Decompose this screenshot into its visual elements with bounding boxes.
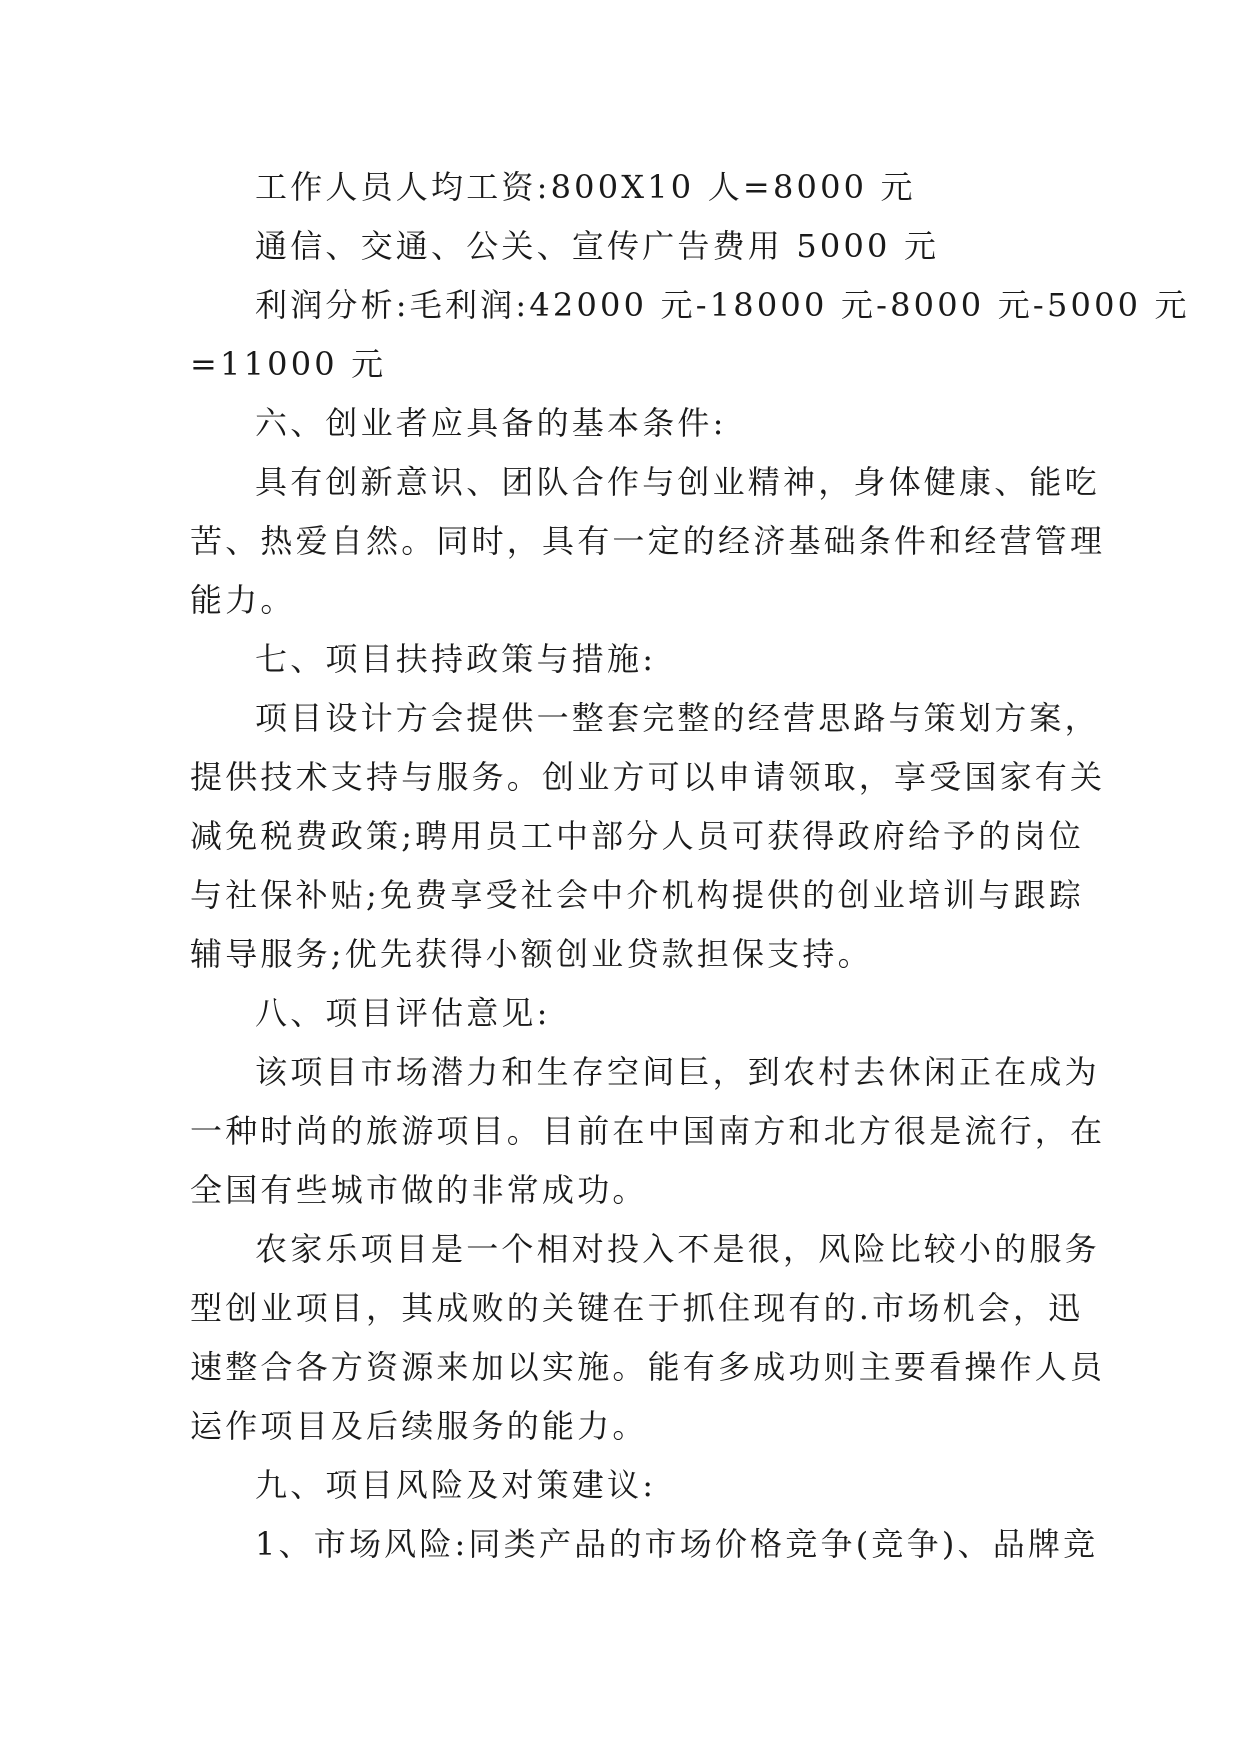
text-line: 速整合各方资源来加以实施。能有多成功则主要看操作人员 bbox=[190, 1348, 1106, 1386]
text-line: 农家乐项目是一个相对投入不是很，风险比较小的服务 bbox=[255, 1230, 1100, 1268]
text-line: 辅导服务;优先获得小额创业贷款担保支持。 bbox=[190, 935, 873, 973]
text-line: 提供技术支持与服务。创业方可以申请领取，享受国家有关 bbox=[190, 758, 1106, 796]
text-line: 1、市场风险:同类产品的市场价格竞争(竞争)、品牌竞 bbox=[255, 1525, 1099, 1563]
text-line: 减免税费政策;聘用员工中部分人员可获得政府给予的岗位 bbox=[190, 817, 1084, 855]
section-heading: 六、创业者应具备的基本条件: bbox=[255, 404, 727, 442]
text-line: 具有创新意识、团队合作与创业精神，身体健康、能吃 bbox=[255, 463, 1100, 501]
text-line: 工作人员人均工资:800X10 人=8000 元 bbox=[255, 168, 916, 206]
section-heading: 七、项目扶持政策与措施: bbox=[255, 640, 657, 678]
text-line: 利润分析:毛利润:42000 元-18000 元-8000 元-5000 元 bbox=[255, 286, 1190, 324]
text-line: 运作项目及后续服务的能力。 bbox=[190, 1407, 648, 1445]
text-line: 全国有些城市做的非常成功。 bbox=[190, 1171, 648, 1209]
text-line: 通信、交通、公关、宣传广告费用 5000 元 bbox=[255, 227, 940, 265]
text-line: 该项目市场潜力和生存空间巨，到农村去休闲正在成为 bbox=[255, 1053, 1100, 1091]
text-line: 能力。 bbox=[190, 581, 296, 619]
document-body bbox=[190, 158, 1190, 1574]
text-line: =11000 元 bbox=[190, 345, 387, 383]
text-line: 项目设计方会提供一整套完整的经营思路与策划方案， bbox=[255, 699, 1100, 737]
section-heading: 八、项目评估意见: bbox=[255, 994, 551, 1032]
text-line: 一种时尚的旅游项目。目前在中国南方和北方很是流行，在 bbox=[190, 1112, 1106, 1150]
text-line: 与社保补贴;免费享受社会中介机构提供的创业培训与跟踪 bbox=[190, 876, 1084, 914]
section-heading: 九、项目风险及对策建议: bbox=[255, 1466, 657, 1504]
text-line: 苦、热爱自然。同时，具有一定的经济基础条件和经营管理 bbox=[190, 522, 1106, 560]
text-line: 型创业项目，其成败的关键在于抓住现有的.市场机会，迅 bbox=[190, 1289, 1084, 1327]
